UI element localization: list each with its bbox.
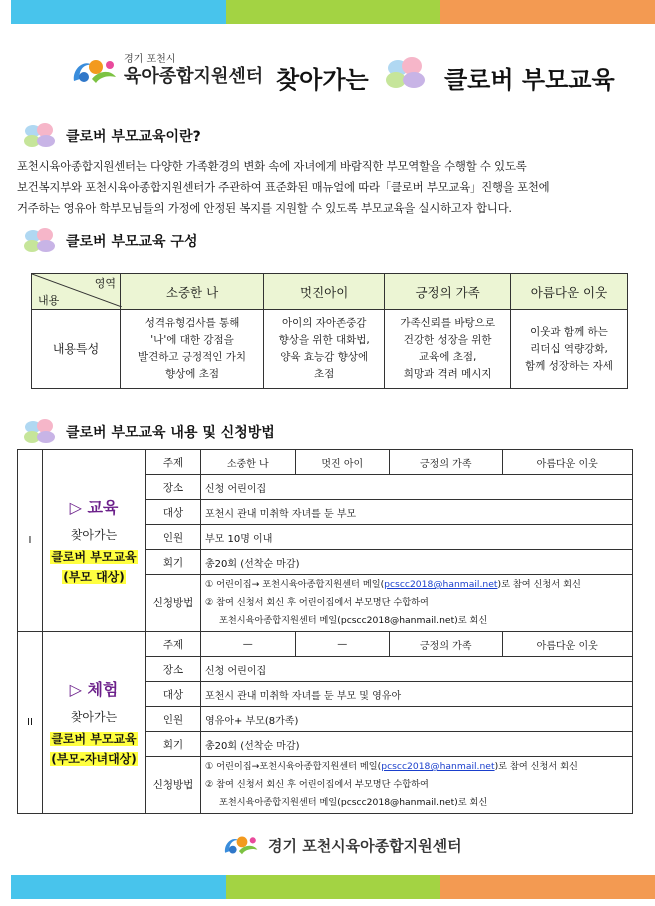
table-row [18, 450, 633, 475]
apply-method-cell [201, 757, 633, 814]
apply-step: 포천시육아종합지원센터 메일(pcscc2018@hanmail.net)로 회신 [219, 797, 488, 808]
footer-logo [222, 832, 462, 858]
cell-line: 건강한 성장을 위한 [403, 334, 492, 346]
cell-line: 아이의 자아존중감 [281, 317, 367, 329]
row-label: 내용특성 [32, 310, 121, 389]
row-label: 장소 [146, 657, 201, 682]
table-header-row [32, 274, 628, 310]
row-label: 인원 [146, 707, 201, 732]
subject-cell: 긍정의 가족 [390, 450, 502, 475]
corner-bottom-label: 내용 [38, 294, 60, 307]
block-number: I [18, 450, 43, 632]
section-title: 클로버 부모교육이란? [66, 129, 201, 145]
clover-icon [382, 54, 430, 94]
subject-cell: 긍정의 가족 [390, 632, 502, 657]
subject-cell: — [201, 632, 296, 657]
logo-subtitle: 경기 포천시 [124, 54, 176, 65]
cell-line: 희망과 격려 메시지 [403, 368, 492, 380]
bar-segment-blue [11, 875, 226, 899]
table-cell [121, 310, 264, 389]
bottom-color-bar [11, 875, 655, 899]
cell-line: 교육에 초점, [418, 351, 477, 363]
cell-line: 가족신뢰를 바탕으로 [400, 317, 495, 329]
category-highlight: (부모 대상) [63, 569, 125, 584]
top-color-bar [11, 0, 655, 24]
apply-text: ① 어린이집→포천시육아종합지원센터 메일( [205, 761, 382, 772]
bar-segment-blue [11, 0, 226, 24]
row-value: 부모 10명 이내 [201, 525, 633, 550]
row-value: 포천시 관내 미취학 자녀를 둔 부모 및 영유아 [201, 682, 633, 707]
logo-mark-icon [222, 832, 262, 858]
composition-table [31, 273, 628, 389]
apply-step: 포천시육아종합지원센터 메일(pcscc2018@hanmail.net)로 회신 [219, 615, 488, 626]
clover-icon [22, 122, 58, 150]
apply-step [205, 758, 628, 776]
intro-paragraph [17, 156, 642, 219]
cell-line: 초점 [314, 368, 335, 380]
cell-line: 발견하고 긍정적인 가치 [137, 351, 247, 363]
apply-method-cell [201, 575, 633, 632]
table-cell [511, 310, 628, 389]
category-highlight: (부모-자녀대상) [51, 751, 137, 766]
block-number: II [18, 632, 43, 814]
row-value: 총20회 (선착순 마감) [201, 732, 633, 757]
bar-segment-orange [440, 875, 655, 899]
apply-step [205, 576, 628, 594]
intro-line: 포천시육아종합지원센터는 다양한 가족환경의 변화 속에 자녀에게 바람직한 부모역할을 수행할 수 있도록 [17, 159, 527, 173]
program-table [17, 449, 633, 814]
intro-line: 보건복지부와 포천시육아종합지원센터가 주관하여 표준화된 매뉴얼에 따라「클로버 부모교육」진행을 포천에 [17, 180, 550, 194]
email-link[interactable]: pcscc2018@hanmail.net [381, 761, 495, 772]
logo-title: 육아종합지원센터 [124, 66, 264, 87]
section-heading-intro [22, 122, 201, 150]
category-highlight: 클로버 부모교육 [51, 549, 137, 564]
category-cell [43, 450, 146, 632]
section-title: 클로버 부모교육 내용 및 신청방법 [66, 425, 275, 441]
cell-line: 성격유형검사를 통해 [144, 317, 240, 329]
cell-line: '나'에 대한 강점을 [150, 334, 234, 346]
category-heading: ▷ 교육 [69, 497, 119, 517]
bar-segment-green [226, 0, 441, 24]
apply-text: )로 참여 신청서 회신 [497, 579, 581, 590]
cell-line: 양육 효능감 향상에 [280, 351, 369, 363]
page-title-right: 클로버 부모교육 [444, 66, 615, 94]
subject-cell: 멋진 아이 [295, 450, 390, 475]
column-header: 긍정의 가족 [385, 274, 511, 310]
row-value: 포천시 관내 미취학 자녀를 둔 부모 [201, 500, 633, 525]
logo-mark-icon [70, 55, 122, 87]
row-label: 신청방법 [146, 575, 201, 632]
row-label: 주제 [146, 450, 201, 475]
table-row [32, 310, 628, 389]
apply-text: ① 어린이집→ 포천시육아종합지원센터 메일( [205, 579, 385, 590]
apply-step: ② 참여 신청서 회신 후 어린이집에서 부모명단 수합하여 [205, 779, 429, 790]
row-value: 총20회 (선착순 마감) [201, 550, 633, 575]
category-heading: ▷ 체험 [69, 679, 119, 699]
bar-segment-green [226, 875, 441, 899]
email-link[interactable]: pcscc2018@hanmail.net [384, 579, 498, 590]
column-header: 소중한 나 [121, 274, 264, 310]
header [0, 52, 655, 102]
cell-line: 향상을 위한 대화법, [278, 334, 370, 346]
row-label: 회기 [146, 732, 201, 757]
bar-segment-orange [440, 0, 655, 24]
section-heading-composition [22, 227, 197, 255]
intro-line: 거주하는 영유아 학부모님들의 가정에 안정된 복지를 지원할 수 있도록 부모교육을 실시하고자 합니다. [17, 201, 512, 215]
row-value: 신청 어린이집 [201, 657, 633, 682]
row-value: 신청 어린이집 [201, 475, 633, 500]
column-header: 멋진아이 [264, 274, 385, 310]
row-label: 인원 [146, 525, 201, 550]
cell-line: 함께 성장하는 자세 [525, 359, 613, 372]
table-cell [385, 310, 511, 389]
category-highlight: 클로버 부모교육 [51, 731, 137, 746]
table-row [18, 632, 633, 657]
row-label: 대상 [146, 500, 201, 525]
footer-org-name: 경기 포천시육아종합지원센터 [268, 836, 462, 855]
subject-cell: 아름다운 이웃 [502, 450, 633, 475]
apply-text: )로 참여 신청서 회신 [494, 761, 578, 772]
table-cell [264, 310, 385, 389]
row-label: 주제 [146, 632, 201, 657]
row-label: 회기 [146, 550, 201, 575]
row-value: 영유아+ 부모(8가족) [201, 707, 633, 732]
subject-cell: 소중한 나 [201, 450, 296, 475]
cell-line: 향상에 초점 [165, 368, 220, 380]
org-logo [70, 54, 263, 88]
subject-cell: — [295, 632, 390, 657]
subject-cell: 아름다운 이웃 [502, 632, 633, 657]
section-title: 클로버 부모교육 구성 [66, 234, 198, 250]
category-line: 찾아가는 [70, 527, 118, 542]
row-label: 신청방법 [146, 757, 201, 814]
apply-step: ② 참여 신청서 회신 후 어린이집에서 부모명단 수합하여 [205, 597, 429, 608]
category-line: 찾아가는 [70, 709, 118, 724]
row-label: 장소 [146, 475, 201, 500]
clover-icon [22, 227, 58, 255]
category-cell [43, 632, 146, 814]
cell-line: 리더십 역량강화, [530, 342, 608, 355]
column-header: 아름다운 이웃 [511, 274, 628, 310]
corner-cell [32, 274, 121, 310]
section-heading-apply [22, 418, 275, 446]
row-label: 대상 [146, 682, 201, 707]
page-title-left: 찾아가는 [276, 66, 369, 94]
clover-icon [22, 418, 58, 446]
cell-line: 이웃과 함께 하는 [530, 325, 608, 338]
corner-top-label: 영역 [94, 277, 116, 290]
